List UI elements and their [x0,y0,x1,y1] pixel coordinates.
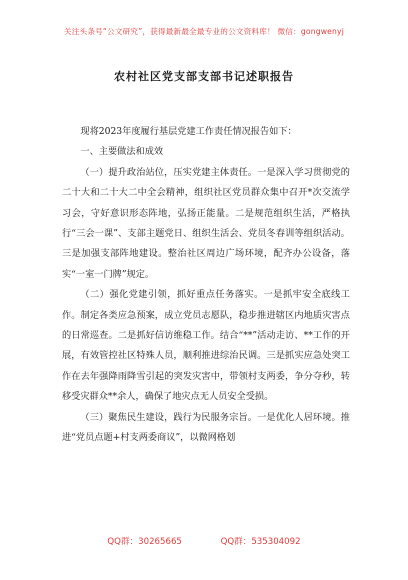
footer-qq-groups [0,535,408,547]
document-body [62,122,350,449]
body-paragraph: （三）聚焦民生建设，践行为民服务宗旨。一是优化人居环境。推进“党员点题+村支两委商议”，以微网格划 [62,411,350,444]
qq-group-2: QQ群：535304092 [220,537,301,547]
intro-paragraph: 现将2023年度履行基层党建工作责任情况报告如下： [80,126,297,137]
body-paragraph: （二）强化党建引领，抓好重点任务落实。一是抓牢安全底线工作。制定各类应急预案，成立党员志愿队，稳步推进辖区内地质灾害点的日常巡查。二是抓好信访维稳工作。结合“**”活动走访、**工作的开展，有效管控社区特殊人员，顺利推进综治民调。三是抓实应急处突工作在去年强降雨降雪引起的突发灾害中，带领村支两委，争分夺秒，转移受灾群众**余人，确保了地灾点无人员安全受损。 [62,289,350,403]
section-heading: 一、主要做法和成效 [80,146,164,158]
qq-group-1: QQ群：30265665 [107,537,182,547]
header-banner: 关注头条号“公文研究”，获得最新最全最专业的公文资料库！ 微信：gongwenyj [63,27,345,36]
body-paragraph: （一）提升政治站位，压实党建主体责任。一是深入学习贯彻党的二十大和二十大二中全会精神，组织社区党员群众集中召开*次交流学习会，守好意识形态阵地，弘扬正能量。二是规范组织生活，严格执行“三会一课”、支部主题党日、组织生活会、党员冬春训等组织活动。三是加强支部阵地建设。整治社区周边广场环境，配齐办公设备，落实“一室一门牌”规定。 [62,166,350,280]
document-title: 农村社区党支部支部书记述职报告 [114,70,294,83]
